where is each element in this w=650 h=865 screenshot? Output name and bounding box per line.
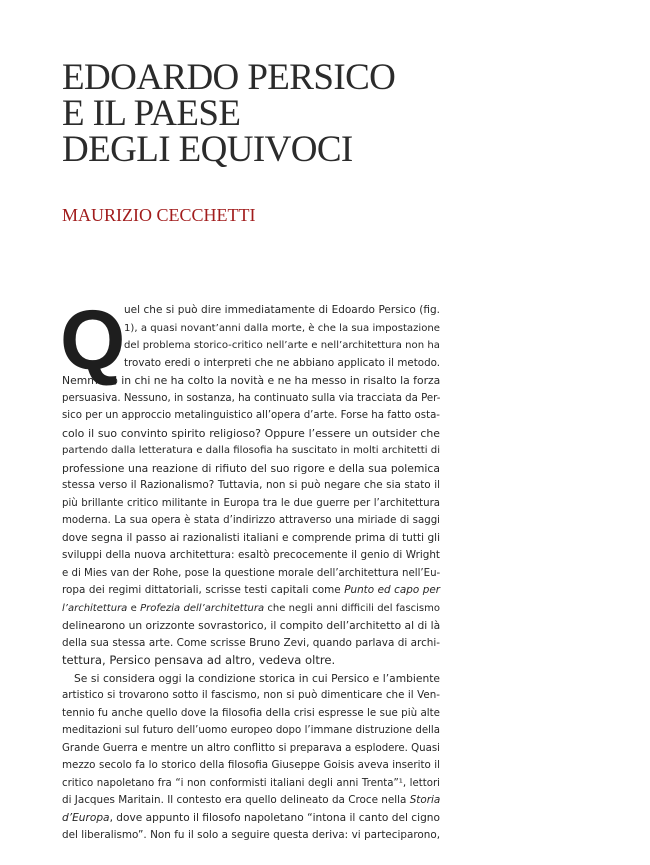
body-line [62, 582, 440, 600]
book-title-italic: d’Europa [62, 811, 110, 824]
body-line: stessa verso il Razionalismo? Tuttavia, non si può negare che sia stato il [62, 479, 440, 491]
body-line: più brillante critico militante in Europa tra le due guerre per l’architettura [62, 497, 440, 509]
body-line: della sua stessa arte. Come scrisse Bruno Zevi, quando parlava di archi- [62, 636, 440, 649]
body-line: persuasiva. Nessuno, in sostanza, ha continuato sulla via tracciata da Per- [62, 392, 441, 404]
book-title-italic: Profezia dell’architettura [140, 602, 265, 614]
body-line: del liberalismo”. Non fu il solo a seguire questa deriva: vi parteciparono, [62, 829, 440, 841]
body-line [62, 792, 440, 810]
body-text-run: ropa dei regimi dittatoriali, scrisse testi capitali come [62, 584, 341, 596]
book-title-italic: l’architettura [62, 602, 128, 614]
body-line: critico napoletano fra “i non conformisti italiani degli anni Trenta”¹, lettori [62, 777, 440, 789]
article-title [62, 57, 582, 170]
title-line-2: E IL PAESE [62, 93, 241, 134]
body-line: sviluppi della nuova architettura: esaltò precocemente il genio di Wright [62, 549, 440, 561]
body-line: moderna. La sua opera è stata d’indirizzo attraverso una miriade di saggi [62, 515, 440, 526]
body-line [62, 600, 440, 618]
body-text-run: e [127, 602, 141, 614]
body-line: colo il suo convinto spirito religioso? Oppure l’essere un outsider che [62, 426, 440, 440]
body-line: trovato eredi o interpreti che ne abbiano applicato il metodo. [124, 356, 440, 369]
body-line: Se si considera oggi la condizione storica in cui Persico e l’ambiente [74, 671, 440, 685]
drop-cap: Q [60, 293, 126, 387]
book-title-italic: Punto ed capo per [344, 584, 440, 596]
body-line: professione una reazione di rifiuto del suo rigore e della sua polemica [62, 461, 440, 475]
body-line: dove segna il passo ai razionalisti italiani e comprende prima di tutti gli [62, 531, 440, 544]
body-line: del problema storico-critico nell’arte e nell’architettura non ha [124, 340, 440, 351]
body-line: partendo dalla letteratura e dalla filosofia ha suscitato in molti architetti di [62, 445, 440, 456]
article-body [60, 293, 441, 845]
body-line: Grande Guerra e mentre un altro conflitto si preparava a esplodere. Quasi [62, 742, 440, 754]
body-line: mezzo secolo fa lo storico della filosofia Giuseppe Goisis aveva inserito il [62, 759, 440, 771]
body-line: e di Mies van der Rohe, pose la questione morale dell’architettura nell’Eu- [62, 567, 441, 579]
title-line-3: DEGLI EQUIVOCI [62, 129, 353, 170]
body-line: delinearono un orizzonte sovrastorico, il compito dell’architetto al di là [62, 619, 441, 632]
body-line: tennio fu anche quello dove la filosofia della crisi espresse le sue più alte [62, 706, 440, 719]
body-line: artistico si trovarono sotto il fascismo, non si può dimenticare che il Ven- [62, 689, 440, 701]
body-text-run: di Jacques Maritain. Il contesto era quello delineato da Croce nella [62, 794, 407, 806]
body-line: sico per un approccio metalinguistico all’opera d’arte. Forse ha fatto osta- [62, 410, 440, 421]
body-line: uel che si può dire immediatamente di Edoardo Persico (fig. [124, 304, 440, 316]
body-text-run: che negli anni difficili del fascismo [264, 602, 440, 614]
body-line: Nemmeno in chi ne ha colto la novità e ne ha messo in risalto la forza [62, 374, 441, 387]
body-text-run: , dove appunto il filosofo napoletano “intona il canto del cigno [109, 811, 440, 824]
author-name: MAURIZIO CECCHETTI [62, 205, 256, 225]
body-line: meditazioni sul futuro dell’uomo europeo dopo l’immane distruzione della [62, 725, 440, 736]
title-line-1: EDOARDO PERSICO [62, 57, 396, 98]
body-line: tettura, Persico pensava ad altro, vedeva oltre. [62, 653, 336, 667]
book-title-italic: Storia [409, 794, 441, 806]
body-line [62, 810, 440, 828]
body-line: 1), a quasi novant’anni dalla morte, è che la sua impostazione [124, 322, 440, 334]
